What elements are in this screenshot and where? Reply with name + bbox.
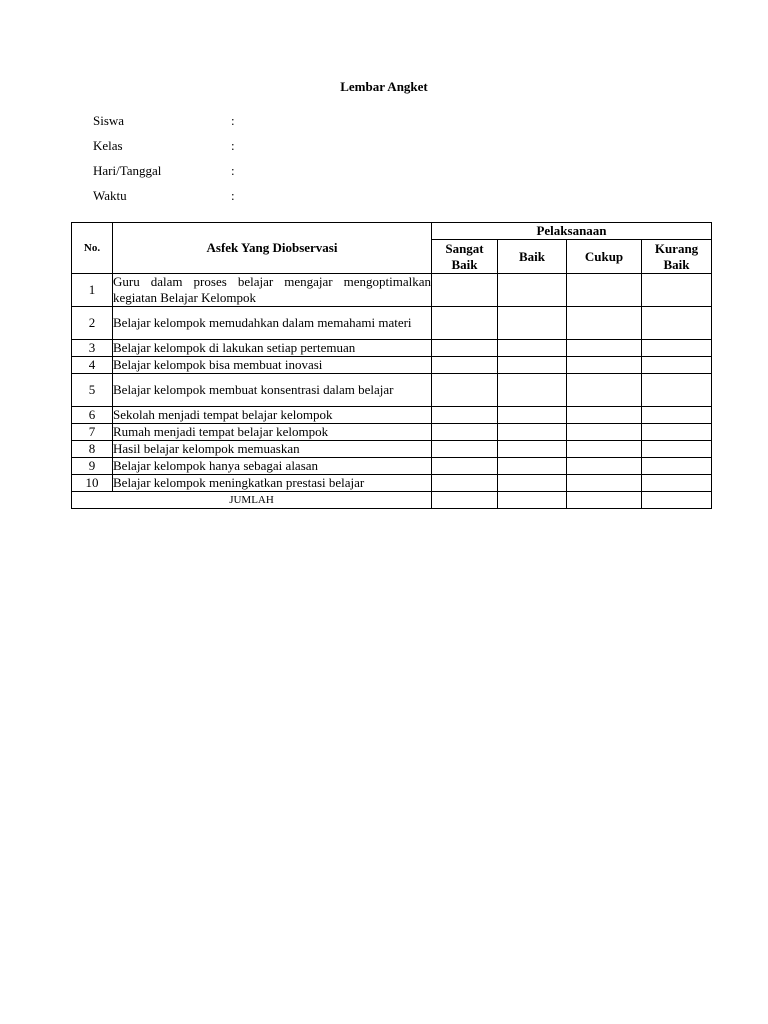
rating-cell-sangat-baik[interactable] [432,458,498,475]
rating-cell-cukup[interactable] [567,407,642,424]
rating-cell-baik[interactable] [498,424,567,441]
row-number: 6 [72,407,113,424]
rating-cell-kurang-baik[interactable] [642,307,712,340]
row-number: 5 [72,374,113,407]
row-number: 7 [72,424,113,441]
row-number: 2 [72,307,113,340]
rating-cell-baik[interactable] [498,274,567,307]
rating-cell-cukup[interactable] [567,374,642,407]
table-row [72,475,712,492]
rating-cell-cukup[interactable] [567,274,642,307]
rating-cell-baik[interactable] [498,357,567,374]
rating-cell-sangat-baik[interactable] [432,441,498,458]
rating-cell-kurang-baik[interactable] [642,458,712,475]
info-label: Kelas [93,138,123,153]
total-cell-baik[interactable] [498,492,567,509]
row-number: 1 [72,274,113,307]
rating-cell-baik[interactable] [498,441,567,458]
row-number: 9 [72,458,113,475]
rating-cell-kurang-baik[interactable] [642,374,712,407]
header-cukup: Cukup [567,240,642,274]
table-row [72,307,712,340]
rating-cell-sangat-baik[interactable] [432,340,498,357]
observation-table [71,222,712,509]
rating-cell-kurang-baik[interactable] [642,441,712,458]
total-cell-cukup[interactable] [567,492,642,509]
table-row [72,407,712,424]
rating-cell-kurang-baik[interactable] [642,357,712,374]
rating-cell-baik[interactable] [498,407,567,424]
info-label: Hari/Tanggal [93,163,162,178]
row-aspect: Belajar kelompok di lakukan setiap pertemuan [113,340,432,357]
info-separator: : [231,113,235,128]
info-separator: : [231,138,235,153]
rating-cell-baik[interactable] [498,458,567,475]
rating-cell-baik[interactable] [498,340,567,357]
row-number: 4 [72,357,113,374]
header-sangat-baik: Sangat Baik [432,240,498,274]
rating-cell-cukup[interactable] [567,475,642,492]
header-pelaksanaan: Pelaksanaan [432,223,712,240]
rating-cell-kurang-baik[interactable] [642,274,712,307]
rating-cell-cukup[interactable] [567,441,642,458]
header-baik: Baik [498,240,567,274]
row-aspect: Hasil belajar kelompok memuaskan [113,441,432,458]
rating-cell-kurang-baik[interactable] [642,340,712,357]
table-row [72,374,712,407]
header-kurang-baik: Kurang Baik [642,240,712,274]
rating-cell-cukup[interactable] [567,307,642,340]
rating-cell-kurang-baik[interactable] [642,424,712,441]
row-aspect: Belajar kelompok membuat konsentrasi dalam belajar [113,374,432,407]
table-row [72,274,712,307]
total-cell-kurang-baik[interactable] [642,492,712,509]
row-aspect: Sekolah menjadi tempat belajar kelompok [113,407,432,424]
rating-cell-baik[interactable] [498,374,567,407]
row-aspect: Belajar kelompok hanya sebagai alasan [113,458,432,475]
total-cell-sangat-baik[interactable] [432,492,498,509]
row-aspect: Belajar kelompok bisa membuat inovasi [113,357,432,374]
rating-cell-sangat-baik[interactable] [432,407,498,424]
rating-cell-baik[interactable] [498,475,567,492]
table-row [72,458,712,475]
info-separator: : [231,188,235,203]
total-row [72,492,712,509]
rating-cell-baik[interactable] [498,307,567,340]
header-no: No. [72,223,113,274]
row-aspect: Rumah menjadi tempat belajar kelompok [113,424,432,441]
row-aspect: Belajar kelompok meningkatkan prestasi belajar [113,475,432,492]
table-row [72,441,712,458]
rating-cell-kurang-baik[interactable] [642,475,712,492]
rating-cell-cukup[interactable] [567,424,642,441]
rating-cell-cukup[interactable] [567,357,642,374]
rating-cell-sangat-baik[interactable] [432,307,498,340]
info-separator: : [231,163,235,178]
rating-cell-sangat-baik[interactable] [432,274,498,307]
row-aspect: Guru dalam proses belajar mengajar mengoptimalkan kegiatan Belajar Kelompok [113,274,431,305]
row-number: 3 [72,340,113,357]
rating-cell-cukup[interactable] [567,458,642,475]
table-row [72,340,712,357]
total-label: JUMLAH [72,492,432,509]
rating-cell-sangat-baik[interactable] [432,374,498,407]
table-row [72,357,712,374]
info-label: Waktu [93,188,127,203]
rating-cell-sangat-baik[interactable] [432,475,498,492]
row-number: 10 [72,475,113,492]
rating-cell-cukup[interactable] [567,340,642,357]
row-number: 8 [72,441,113,458]
info-label: Siswa [93,113,125,128]
table-row [72,424,712,441]
rating-cell-sangat-baik[interactable] [432,357,498,374]
rating-cell-kurang-baik[interactable] [642,407,712,424]
rating-cell-sangat-baik[interactable] [432,424,498,441]
header-aspect: Asfek Yang Diobservasi [113,223,432,274]
row-aspect: Belajar kelompok memudahkan dalam memahami materi [113,307,432,340]
document-title: Lembar Angket [340,79,428,94]
